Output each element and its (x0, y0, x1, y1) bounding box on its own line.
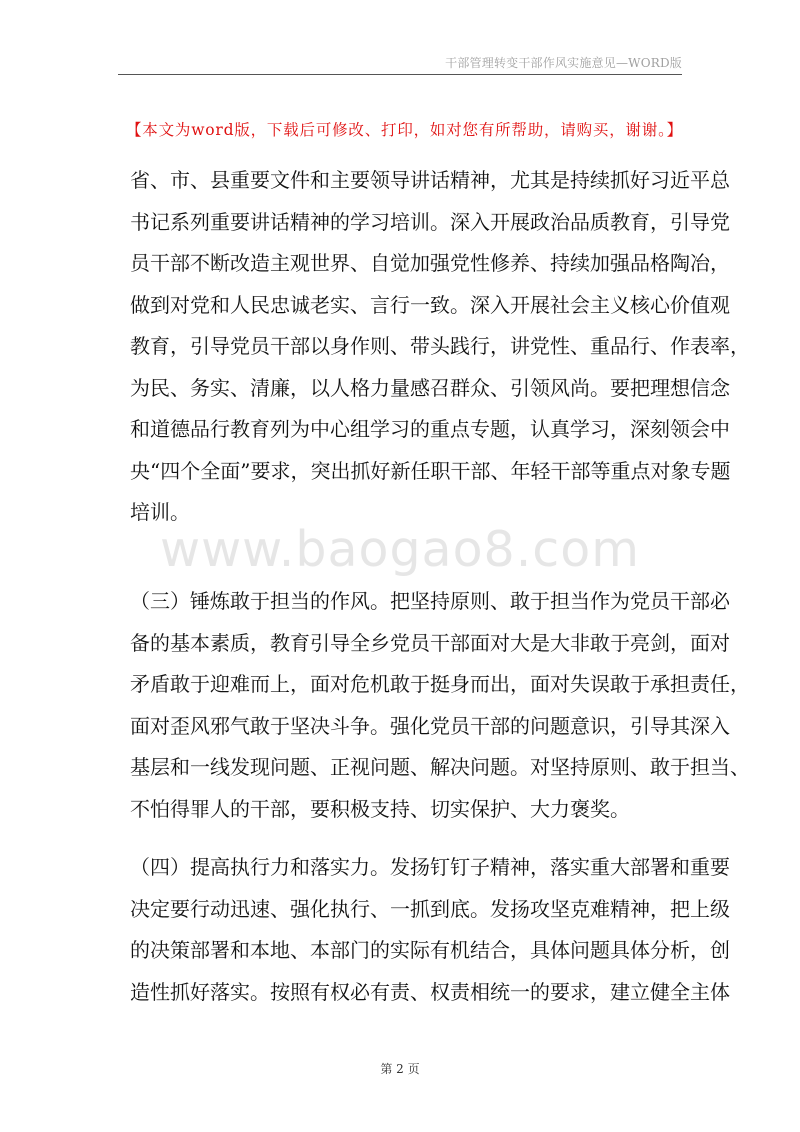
text-line: 培训。 (130, 500, 190, 524)
purchase-notice: 【本文为word版，下载后可修改、打印，如对您有所帮助，请购买，谢谢。】 (126, 121, 683, 139)
text-line: （四）提高执行力和落实力。发扬钉钉子精神，落实重大部署和重要 (130, 855, 730, 879)
text-line: 备的基本素质，教育引导全乡党员干部面对大是大非敢于亮剑，面对 (130, 630, 730, 655)
text-line: 央“四个全面”要求，突出抓好新任职干部、年轻干部等重点对象专题 (130, 458, 731, 483)
paragraph-section-four (130, 847, 730, 1013)
document-header-title: 干部管理转变干部作风实施意见—WORD版 (445, 56, 682, 70)
text-line: 不怕得罪人的干部，要积极支持、切实保护、大力褒奖。 (130, 796, 630, 821)
text-line: 为民、务实、清廉，以人格力量感召群众、引领风尚。要把理想信念 (130, 375, 730, 400)
paragraph-study-training (130, 160, 750, 534)
text-line: 矛盾敢于迎难而上，面对危机敢于挺身而出，面对失误敢于承担责任， (130, 672, 750, 696)
text-line: 教育，引导党员干部以身作则、带头践行，讲党性、重品行、作表率， (130, 334, 750, 358)
text-line: 做到对党和人民忠诚老实、言行一致。深入开展社会主义核心价值观 (130, 292, 730, 317)
page-number: 第 2 页 (380, 1062, 420, 1076)
text-line: 省、市、县重要文件和主要领导讲话精神，尤其是持续抓好习近平总 (130, 168, 730, 192)
text-line: 造性抓好落实。按照有权必有责、权责相统一的要求，建立健全主体 (130, 979, 730, 1004)
watermark: www.baogao8.com (160, 521, 640, 578)
text-line: （三）锤炼敢于担当的作风。把坚持原则、敢于担当作为党员干部必 (130, 589, 730, 613)
text-line: 的决策部署和本地、本部门的实际有机结合，具体问题具体分析，创 (130, 938, 730, 962)
header-divider (118, 74, 682, 75)
text-line: 和道德品行教育列为中心组学习的重点专题，认真学习，深刻领会中 (130, 417, 730, 441)
text-line: 决定要行动迅速、强化执行、一抓到底。发扬攻坚克难精神，把上级 (130, 896, 730, 921)
paragraph-section-three (130, 581, 750, 830)
text-line: 面对歪风邪气敢于坚决斗争。强化党员干部的问题意识，引导其深入 (130, 713, 730, 738)
text-line: 基层和一线发现问题、正视问题、解决问题。对坚持原则、敢于担当、 (130, 755, 750, 779)
text-line: 员干部不断改造主观世界、自觉加强党性修养、持续加强品格陶冶， (130, 251, 730, 275)
text-line: 书记系列重要讲话精神的学习培训。深入开展政治品质教育，引导党 (130, 209, 730, 234)
